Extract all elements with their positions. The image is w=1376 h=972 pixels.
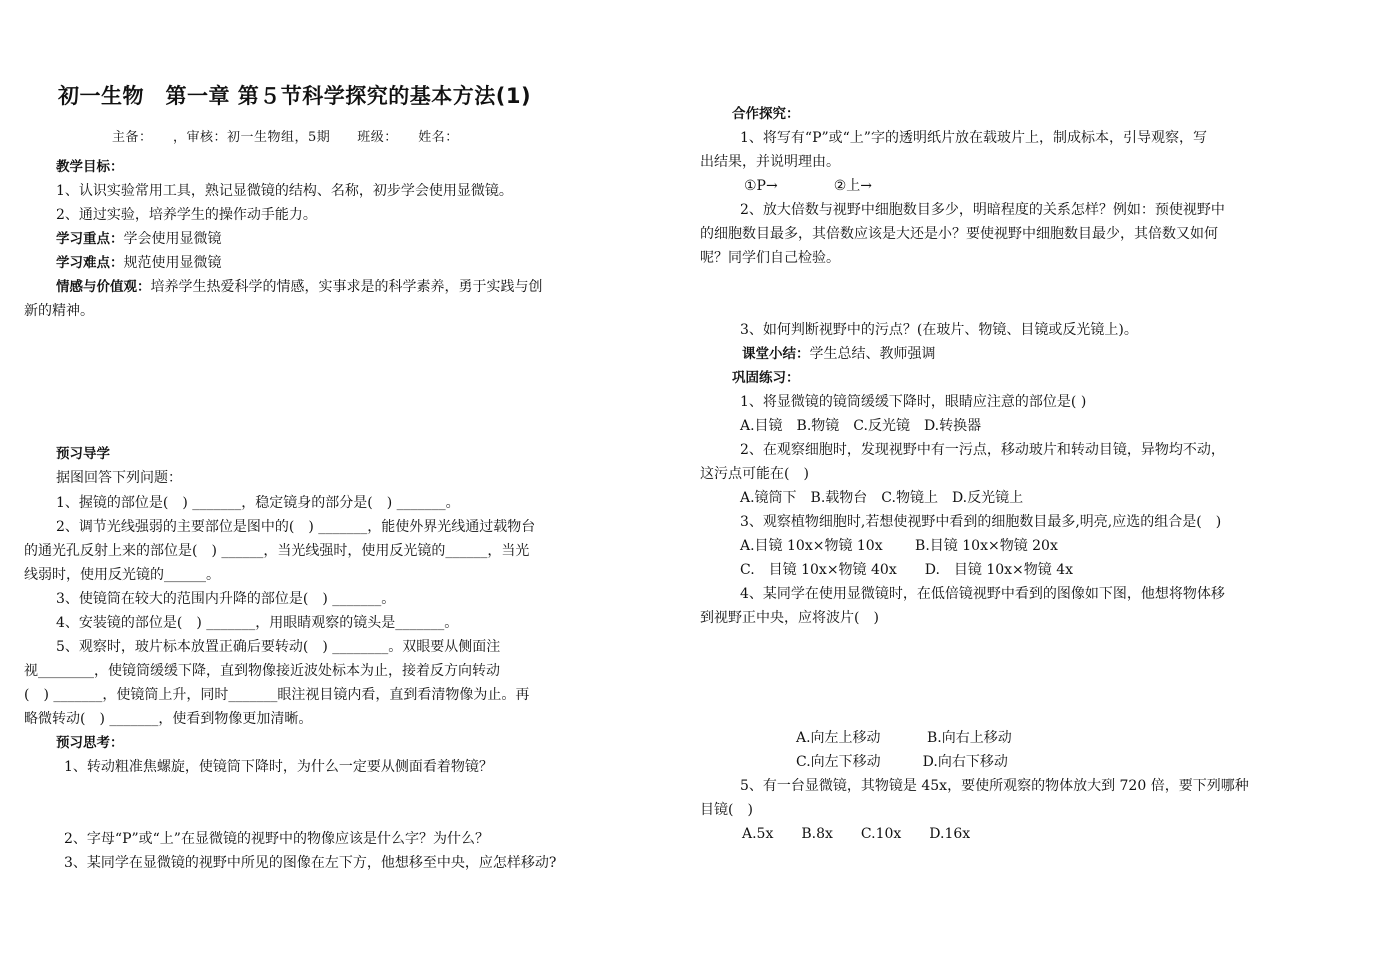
key-point-label: 学习重点： (56, 231, 124, 247)
exercise-question: 5、有一台显微镜，其物镜是 45x，要使所观察的物体放大到 720 倍，要下列哪种 (740, 778, 1249, 794)
preview-question-cont: 线弱时，使用反光镜的______。 (24, 567, 220, 583)
coop-question: 2、放大倍数与视野中细胞数目多少，明暗程度的关系怎样？例如：预使视野中 (740, 202, 1225, 218)
coop-question-cont: 出结果，并说明理由。 (700, 154, 840, 170)
key-point (56, 227, 222, 251)
exercise-question: 1、将显微镜的镜筒缓缓下降时，眼睛应注意的部位是( ) (740, 394, 1087, 410)
exercise-question: 4、某同学在使用显微镜时，在低倍镜视野中看到的图像如下图，他想将物体移 (740, 586, 1225, 602)
values-label: 情感与价值观： (56, 279, 151, 295)
summary-text: 学生总结、教师强调 (809, 346, 936, 362)
coop-heading: 合作探究： (732, 106, 800, 122)
objectives-heading: 教学目标： (56, 159, 124, 175)
preview-question: 1、握镜的部位是( ) _______，稳定镜身的部分是( ) _______。 (56, 495, 460, 511)
exercise-heading: 巩固练习： (732, 370, 800, 386)
preview-question: 3、使镜筒在较大的范围内升降的部位是( ) _______。 (56, 591, 396, 607)
exercise-question: 2、在观察细胞时，发现视野中有一污点，移动玻片和转动目镜，异物均不动， (740, 442, 1225, 458)
preview-question-cont: 略微转动( ) _______，使看到物像更加清晰。 (24, 711, 313, 727)
exercise-options: C. 目镜 10x×物镜 40x D. 目镜 10x×物镜 4x (740, 562, 1074, 578)
preview-question: 4、安装镜的部位是( ) _______，用眼睛观察的镜头是_______。 (56, 615, 459, 631)
preview-question-cont: 的通光孔反射上来的部位是( ) ______，当光线强时，使用反光镜的______，当光 (24, 543, 530, 559)
difficulty-text: 规范使用显微镜 (123, 255, 222, 271)
exercise-options: A.向左上移动 B.向右上移动 (796, 730, 1012, 746)
exercise-question-cont: 到视野正中央，应将波片( ) (700, 610, 879, 626)
values (56, 275, 543, 299)
preview-heading: 预习导学 (56, 446, 110, 462)
thinking-question: 2、字母“P”或“上”在显微镜的视野中的物像应该是什么字？为什么？ (64, 831, 489, 847)
coop-answers: ①P→ ②上→ (744, 178, 872, 194)
coop-question-cont: 的细胞数目最多，其倍数应该是大还是小？要使视野中细胞数目最少，其倍数又如何 (700, 226, 1218, 242)
values-text: 培养学生热爱科学的情感，实事求是的科学素养，勇于实践与创 (150, 279, 543, 295)
exercise-question: 3、观察植物细胞时,若想使视野中看到的细胞数目最多,明亮,应选的组合是( ) (740, 514, 1222, 530)
difficulty (56, 251, 222, 275)
summary (742, 342, 936, 366)
preview-question: 2、调节光线强弱的主要部位是图中的( ) _______，能使外界光线通过载物台 (56, 519, 536, 535)
exercise-options: A.目镜 10x×物镜 10x B.目镜 10x×物镜 20x (740, 538, 1058, 554)
summary-label: 课堂小结： (742, 346, 810, 362)
preview-question: 5、观察时，玻片标本放置正确后要转动( ) ________。双眼要从侧面注 (56, 639, 501, 655)
difficulty-label: 学习难点： (56, 255, 124, 271)
thinking-question: 1、转动粗准焦螺旋，使镜筒下降时，为什么一定要从侧面看着物镜？ (64, 759, 493, 775)
exercise-options: A.镜筒下 B.载物台 C.物镜上 D.反光镜上 (740, 490, 1024, 506)
author-meta: 主备： ，审核：初一生物组，5期 班级： 姓名： (112, 130, 459, 145)
thinking-question: 3、某同学在显微镜的视野中所见的图像在左下方，他想移至中央，应怎样移动? (64, 855, 557, 871)
coop-question: 3、如何判断视野中的污点？(在玻片、物镜、目镜或反光镜上)。 (740, 322, 1138, 338)
exercise-options: C.向左下移动 D.向右下移动 (796, 754, 1008, 770)
objective-item: 2、通过实验，培养学生的操作动手能力。 (56, 207, 317, 223)
exercise-options: A.目镜 B.物镜 C.反光镜 D.转换器 (740, 418, 982, 434)
page-title: 初一生物 第一章 第５节科学探究的基本方法(1) (58, 84, 532, 108)
exercise-question-cont: 目镜( ) (700, 802, 753, 818)
objective-item: 1、认识实验常用工具，熟记显微镜的结构、名称，初步学会使用显微镜。 (56, 183, 513, 199)
preview-question-cont: ( ) _______，使镜筒上升，同时_______眼注视目镜内看，直到看清物像为止。再 (24, 687, 530, 703)
preview-question-cont: 视________，使镜筒缓缓下降，直到物像接近波处标本为止，接着反方向转动 (24, 663, 500, 679)
key-point-text: 学会使用显微镜 (123, 231, 222, 247)
exercise-options: A.5x B.8x C.10x D.16x (742, 826, 971, 842)
preview-intro: 据图回答下列问题： (56, 470, 182, 486)
values-text-cont: 新的精神。 (24, 303, 94, 319)
exercise-question-cont: 这污点可能在( ) (700, 466, 809, 482)
thinking-heading: 预习思考： (56, 735, 124, 751)
coop-question: 1、将写有“P”或“上”字的透明纸片放在载玻片上，制成标本，引导观察，写 (740, 130, 1207, 146)
coop-question-cont: 呢？同学们自己检验。 (700, 250, 840, 266)
